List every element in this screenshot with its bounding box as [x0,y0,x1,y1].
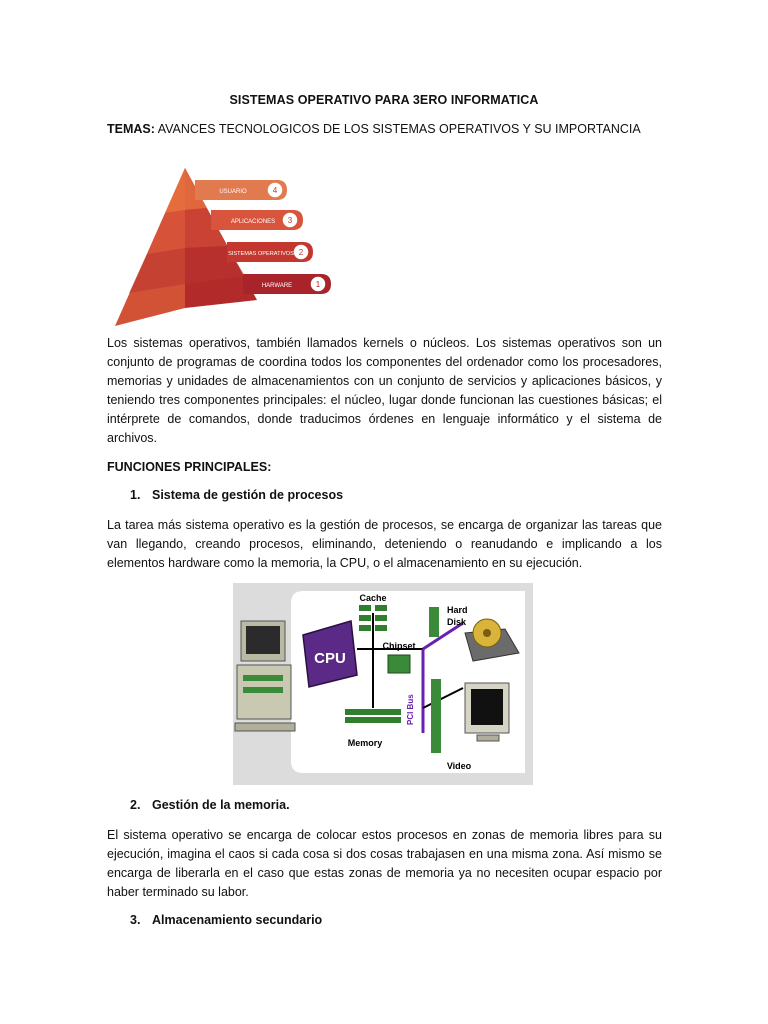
funciones-heading: FUNCIONES PRINCIPALES: [107,460,272,474]
svg-text:Memory: Memory [347,738,383,748]
temas-label: TEMAS: [107,122,155,136]
pyramid-level-3 [211,210,303,230]
pyramid-level-4 [195,180,287,200]
svg-text:4: 4 [272,186,278,195]
svg-text:3: 3 [287,216,293,225]
os-layers-pyramid [115,168,347,328]
list-item-number: 3. [130,913,141,927]
memoria-paragraph: El sistema operativo se encarga de colocar estos procesos en zonas de memoria libres para su ejecución, imagina el caos si cada cosa si dos cosas trabajasen en una misma zona. Así mismo se encarga de liberarla en el caso que estas zonas de memoria ya no necesiten ocupar espacio por haber terminado su labor. [107,828,662,899]
list-item-title: Sistema de gestión de procesos [152,488,344,502]
list-item-title: Gestión de la memoria. [152,798,290,812]
svg-text:APLICACIONES: APLICACIONES [230,219,276,225]
pci-bus-label: PCI Bus [406,694,415,725]
svg-text:Hard: Hard [447,605,468,615]
pyramid-level-2 [227,242,313,262]
document-title: SISTEMAS OPERATIVO PARA 3ERO INFORMATICA [229,93,539,107]
list-item-1 [130,488,343,502]
temas-text: AVANCES TECNOLOGICOS DE LOS SISTEMAS OPERATIVOS Y SU IMPORTANCIA [154,122,641,136]
svg-text:HARWARE: HARWARE [261,283,293,289]
svg-text:Disk: Disk [447,617,467,627]
hardware-diagram [233,583,533,785]
intro-paragraph: Los sistemas operativos, también llamados kernels o núcleos. Los sistemas operativos son un conjunto de programas de coordina todos los componentes del ordenador como los procesadores, memorias y unidades de almacenamientos con un conjunto de servicios y aplicaciones básicos, y teniendo tres componentes principales: el núcleo, lugar donde funcionan las cuestiones básicas; el intérprete de comandos, donde traducimos órdenes en lenguaje informático y el sistema de archivos. [107,336,662,445]
list-item-3 [130,913,322,927]
svg-text:Video: Video [446,761,472,771]
svg-text:2: 2 [298,248,304,257]
procesos-paragraph: La tarea más sistema operativo es la gestión de procesos, se encarga de organizar las tareas que van llegando, creando procesos, eliminando, deteniendo o reanudando e implicando a los elementos hardware como la memoria, la CPU, o el almacenamiento en su ejecución. [107,518,662,570]
svg-text:SISTEMAS OPERATIVOS: SISTEMAS OPERATIVOS [228,251,294,257]
svg-text:USUARIO: USUARIO [219,189,247,195]
list-item-number: 1. [130,488,141,502]
svg-text:CPU: CPU [314,650,346,667]
list-item-number: 2. [130,798,141,812]
svg-text:1: 1 [315,280,321,289]
pyramid-level-1 [243,274,331,294]
list-item-title: Almacenamiento secundario [152,913,323,927]
svg-text:Cache: Cache [359,593,387,603]
list-item-2 [130,798,290,812]
temas-line [107,122,641,136]
svg-text:Chipset: Chipset [382,641,416,651]
